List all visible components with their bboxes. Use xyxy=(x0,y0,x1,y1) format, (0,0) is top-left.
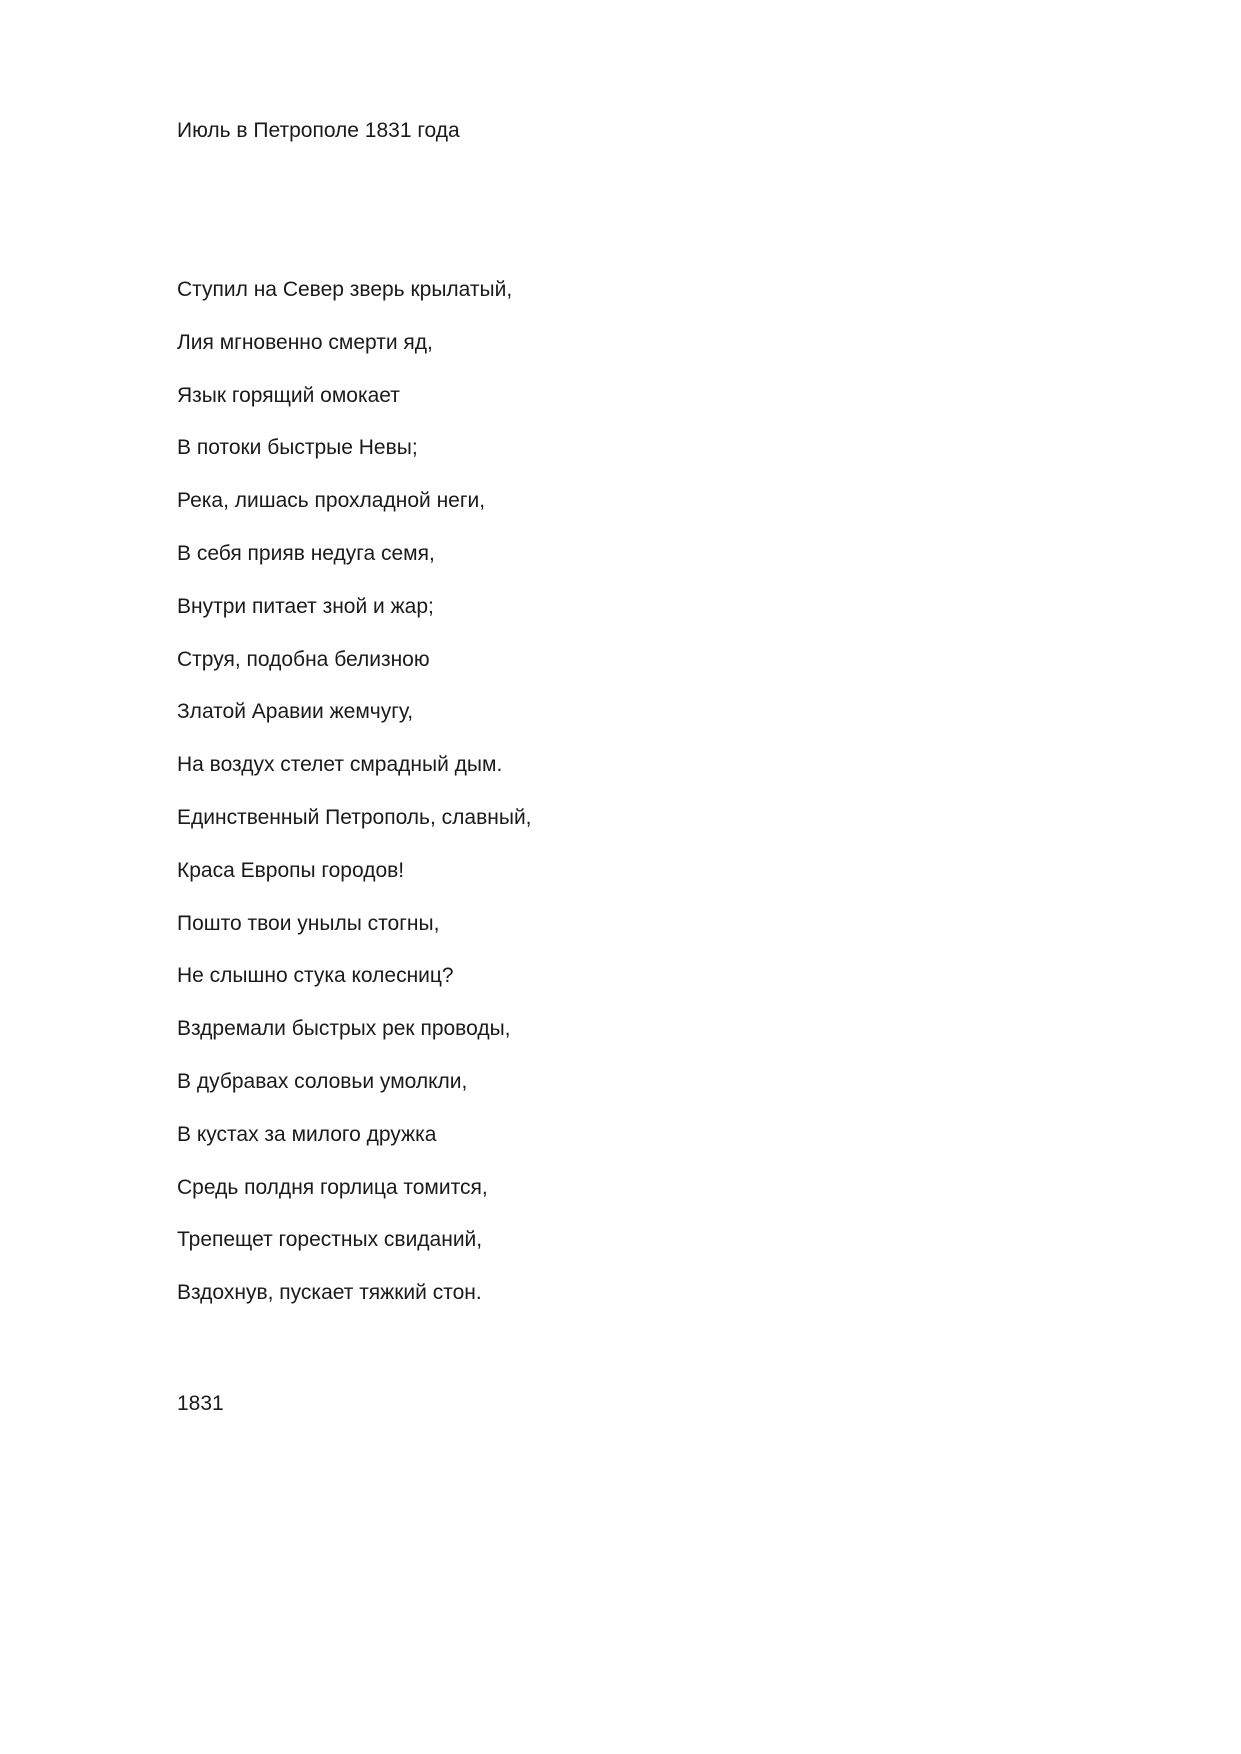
poem-line: На воздух стелет смрадный дым. xyxy=(177,753,503,777)
poem-line: Струя, подобна белизною xyxy=(177,647,430,671)
poem-line: В кустах за милого дружка xyxy=(177,1122,437,1146)
poem-line: Не слышно стука колесниц? xyxy=(177,964,454,988)
poem-line: Трепещет горестных свиданий, xyxy=(177,1228,483,1252)
poem-line: Вздохнув, пускает тяжкий стон. xyxy=(177,1281,482,1305)
poem-line: Внутри питает зной и жар; xyxy=(177,594,434,618)
poem-title: Июль в Петрополе 1831 года xyxy=(177,119,460,142)
poem-year: 1831 xyxy=(177,1392,224,1415)
poem-line: Краса Европы городов! xyxy=(177,858,405,882)
poem-line: В потоки быстрые Невы; xyxy=(177,436,418,460)
poem-line: Язык горящий омокает xyxy=(177,383,400,407)
poem-line: В дубравах соловьи умолкли, xyxy=(177,1069,468,1093)
poem-line: Средь полдня горлица томится, xyxy=(177,1175,488,1199)
poem-line: Златой Аравии жемчугу, xyxy=(177,700,414,724)
poem-line: Ступил на Север зверь крылатый, xyxy=(177,278,513,301)
poem-line: Пошто твои унылы стогны, xyxy=(177,911,440,935)
poem-line: Лия мгновенно смерти яд, xyxy=(177,330,433,354)
poem-line: В себя прияв недуга семя, xyxy=(177,541,435,565)
poem-body xyxy=(177,276,532,1332)
poem-line: Река, лишась прохладной неги, xyxy=(177,489,486,513)
poem-line: Единственный Петрополь, славный, xyxy=(177,805,532,829)
poem-line: Вздремали быстрых рек проводы, xyxy=(177,1017,511,1041)
